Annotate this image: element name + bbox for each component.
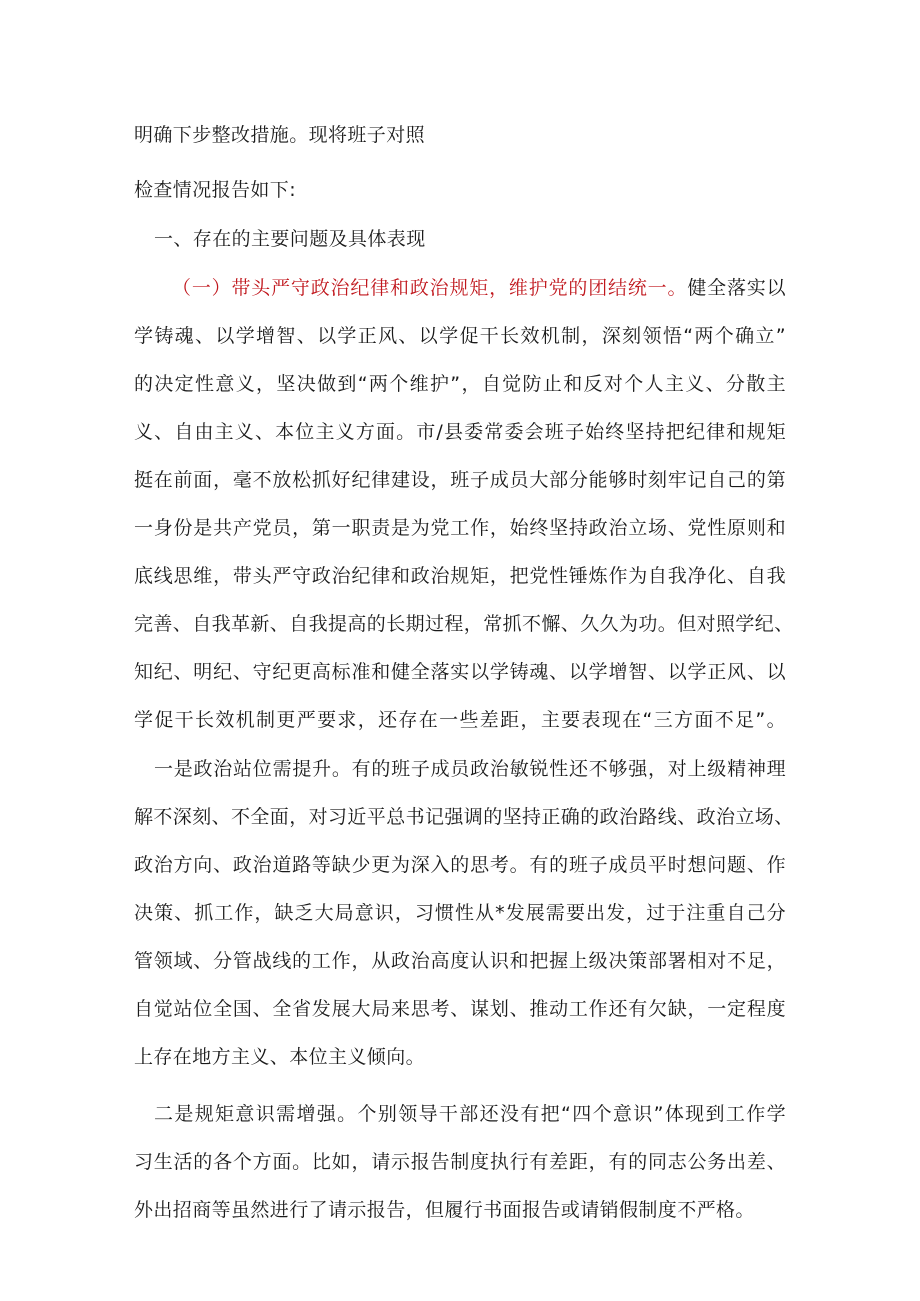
body-line: 外出招商等虽然进行了请示报告，但履行书面报告或请销假制度不严格。 [134, 1199, 755, 1221]
subsection-first-line [172, 276, 786, 300]
body-line: 自觉站位全国、全省发展大局来思考、谋划、推动工作还有欠缺，一定程度 [134, 998, 786, 1020]
body-line: 的决定性意义，坚决做到“两个维护”，自觉防止和反对个人主义、分散主 [134, 373, 786, 395]
paragraph-2-first-line: 二是规矩意识需增强。个别领导干部还没有把“四个意识”体现到工作学 [154, 1103, 786, 1125]
body-line: 一身份是共产党员，第一职责是为党工作，始终坚持政治立场、党性原则和 [134, 517, 786, 539]
body-line: 习生活的各个方面。比如，请示报告制度执行有差距，有的同志公务出差、 [134, 1151, 786, 1173]
section-heading: 一、存在的主要问题及具体表现 [154, 228, 426, 250]
body-line: 完善、自我革新、自我提高的长期过程，常抓不懈、久久为功。但对照学纪、 [134, 613, 794, 635]
body-line: 上存在地方主义、本位主义倾向。 [134, 1046, 426, 1068]
subsection-first-line-rest: 健全落实以 [687, 277, 786, 299]
intro-line-2: 检查情况报告如下: [134, 179, 297, 201]
body-line: 义、自由主义、本位主义方面。市/县委常委会班子始终坚持把纪律和规矩 [134, 421, 786, 443]
body-line: 知纪、明纪、守纪更高标准和健全落实以学铸魂、以学增智、以学正风、以 [134, 661, 786, 683]
body-line: 决策、抓工作，缺乏大局意识，习惯性从*发展需要出发，过于注重自己分 [134, 902, 786, 924]
paragraph-1-first-line: 一是政治站位需提升。有的班子成员政治敏锐性还不够强，对上级精神理 [154, 758, 786, 780]
subsection-title: （一）带头严守政治纪律和政治规矩，维护党的团结统一。 [172, 277, 688, 299]
body-line: 底线思维，带头严守政治纪律和政治规矩，把党性锤炼作为自我净化、自我 [134, 565, 786, 587]
body-line: 管领域、分管战线的工作，从政治高度认识和把握上级决策部署相对不足， [134, 950, 786, 972]
body-line: 解不深刻、不全面，对习近平总书记强调的坚持正确的政治路线、政治立场、 [134, 806, 794, 828]
body-line: 学铸魂、以学增智、以学正风、以学促干长效机制，深刻领悟“两个确立” [134, 325, 786, 347]
body-line: 学促干长效机制更严要求，还存在一些差距，主要表现在“三方面不足”。 [134, 709, 786, 731]
intro-line-1: 明确下步整改措施。现将班子对照 [134, 124, 426, 146]
body-line: 政治方向、政治道路等缺少更为深入的思考。有的班子成员平时想问题、作 [134, 854, 786, 876]
body-line: 挺在前面，毫不放松抓好纪律建设，班子成员大部分能够时刻牢记自己的第 [134, 469, 786, 491]
